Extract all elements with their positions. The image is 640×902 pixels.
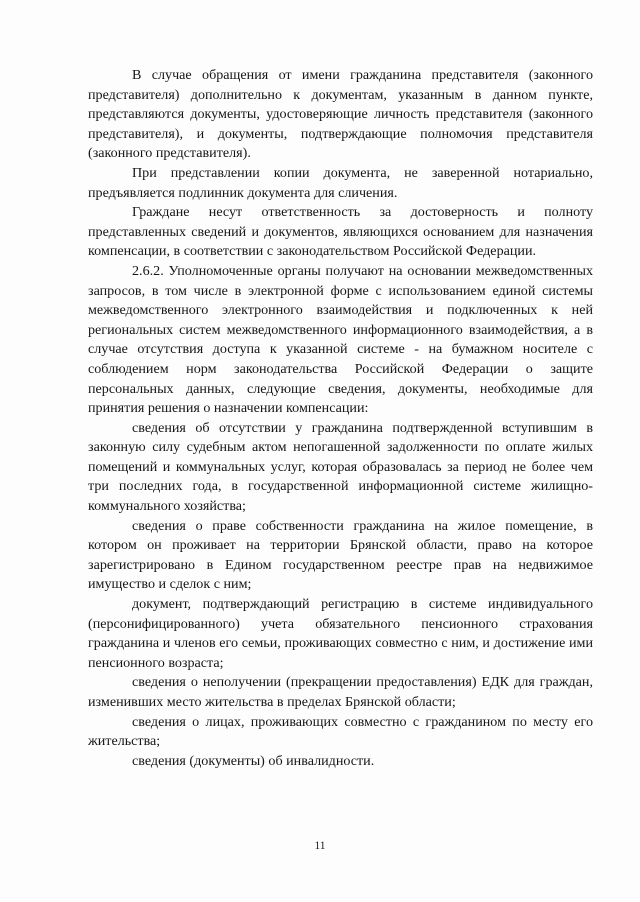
list-item-ownership-info: сведения о праве собственности гражданина на жилое помещение, в котором он проживает на территории Брянской области, право на которое зарегистрировано в Едином государственном реестре прав на недвижимое имущество и сделок с ним;	[88, 517, 593, 593]
list-item-cohabitants-info: сведения о лицах, проживающих совместно с гражданином по месту его жительства;	[88, 713, 593, 750]
list-item-pension-registration: документ, подтверждающий регистрацию в системе индивидуального (персонифицированного) учета обязательного пенсионного страхования гражданина и членов его семьи, проживающих совместно с ним, и достижение ими пенсионного возраста;	[88, 596, 593, 671]
page-number: 11	[314, 840, 326, 852]
document-body	[88, 66, 593, 771]
list-item-disability-info: сведения (документы) об инвалидности.	[132, 752, 375, 769]
list-item-debt-info: сведения об отсутствии у гражданина подтвержденной вступившим в законную силу судебным актом непогашенной задолженности по оплате жилых помещений и коммунальных услуг, которая образовалась за период не более чем три последних года, в государственной информационной системе жилищно-коммунального хозяйства;	[88, 419, 593, 515]
list-item-edk-info: сведения о неполучении (прекращении предоставления) ЕДК для граждан, изменивших место жительства в пределах Брянской области;	[88, 674, 593, 710]
paragraph-representative: В случае обращения от имени гражданина представителя (законного представителя) дополнительно к документам, указанным в данном пункте, представляются документы, удостоверяющие личность представителя (законного представителя), и документы, подтверждающие полномочия представителя (законного представителя).	[88, 67, 593, 162]
paragraph-copy-verification: При представлении копии документа, не заверенной нотариально, предъявляется подлинник документа для сличения.	[88, 164, 593, 201]
paragraph-responsibility: Граждане несут ответственность за достоверность и полноту представленных сведений и документов, являющихся основанием для назначения компенсации, в соответствии с законодательством Российской Федерации.	[88, 204, 593, 260]
paragraph-2-6-2: 2.6.2. Уполномоченные органы получают на основании межведомственных запросов, в том числе в электронной форме с использованием единой системы межведомственного электронного взаимодействия и подключенных к ней региональных систем межведомственного информационного взаимодействия, а в случае отсутствия доступа к указанной системе - на бумажном носителе с соблюдением норм законодательства Российской Федерации о защите персональных данных, следующие сведения, документы, необходимые для принятия решения о назначении компенсации:	[88, 262, 593, 417]
